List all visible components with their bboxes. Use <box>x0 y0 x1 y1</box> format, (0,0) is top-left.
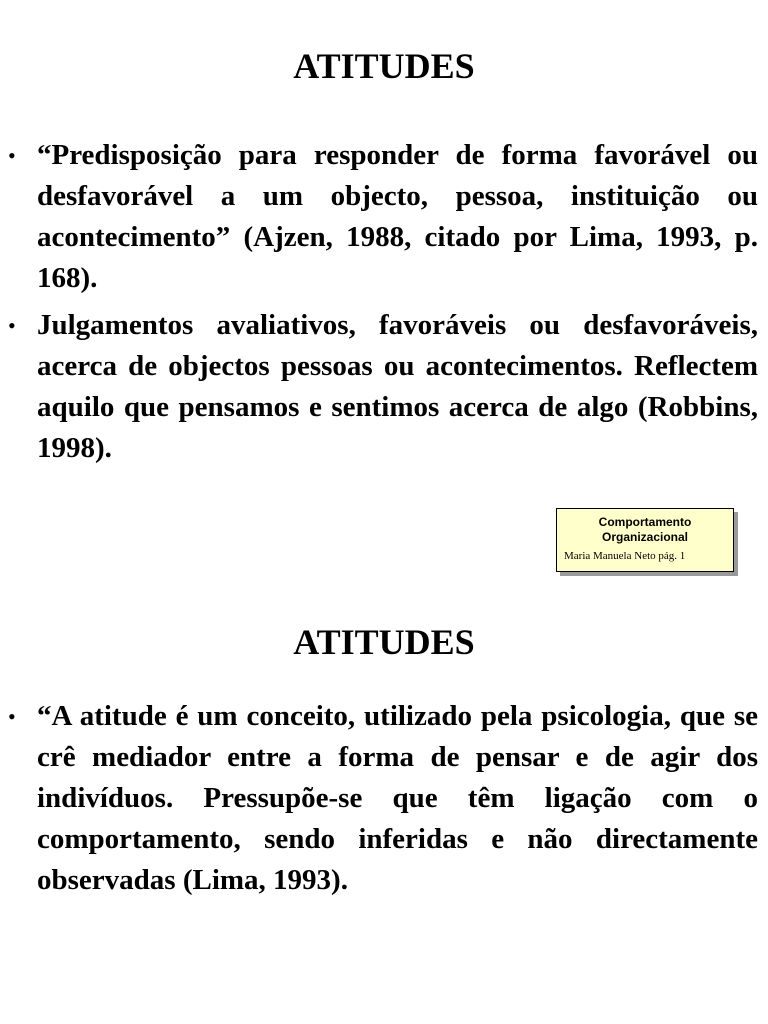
bullet-icon: • <box>8 313 16 338</box>
footer-author-page: Maria Manuela Neto pág. 1 <box>564 550 686 562</box>
bullet-list <box>0 135 768 475</box>
bullet-item <box>0 135 768 299</box>
bullet-item <box>0 305 768 469</box>
bullet-item <box>0 696 768 901</box>
bullet-list <box>0 696 768 907</box>
footer-course-title: Comportamento Organizacional <box>598 515 692 544</box>
bullet-text: Julgamentos avaliativos, favoráveis ou desfavoráveis, acerca de objectos pessoas ou acontecimentos. Reflectem aquilo que pensamos e sentimos acerca de algo (Robbins, 1998). <box>37 309 758 464</box>
bullet-text: “A atitude é um conceito, utilizado pela psicologia, que se crê mediador entre a forma de pensar e de agir dos indivíduos. Pressupõe-se que têm ligação com o comportamento, sendo inferidas e não directamente observadas (Lima, 1993). <box>37 700 758 896</box>
slide-2 <box>0 600 768 1024</box>
bullet-icon: • <box>8 143 16 168</box>
bullet-text: “Predisposição para responder de forma favorável ou desfavorável a um objecto, pessoa, instituição ou acontecimento” (Ajzen, 1988, citado por Lima, 1993, p. 168). <box>37 139 758 294</box>
slide-title: ATITUDES <box>293 46 475 86</box>
slide-title: ATITUDES <box>293 622 475 662</box>
footer-label-box <box>556 508 734 572</box>
bullet-icon: • <box>8 704 16 729</box>
